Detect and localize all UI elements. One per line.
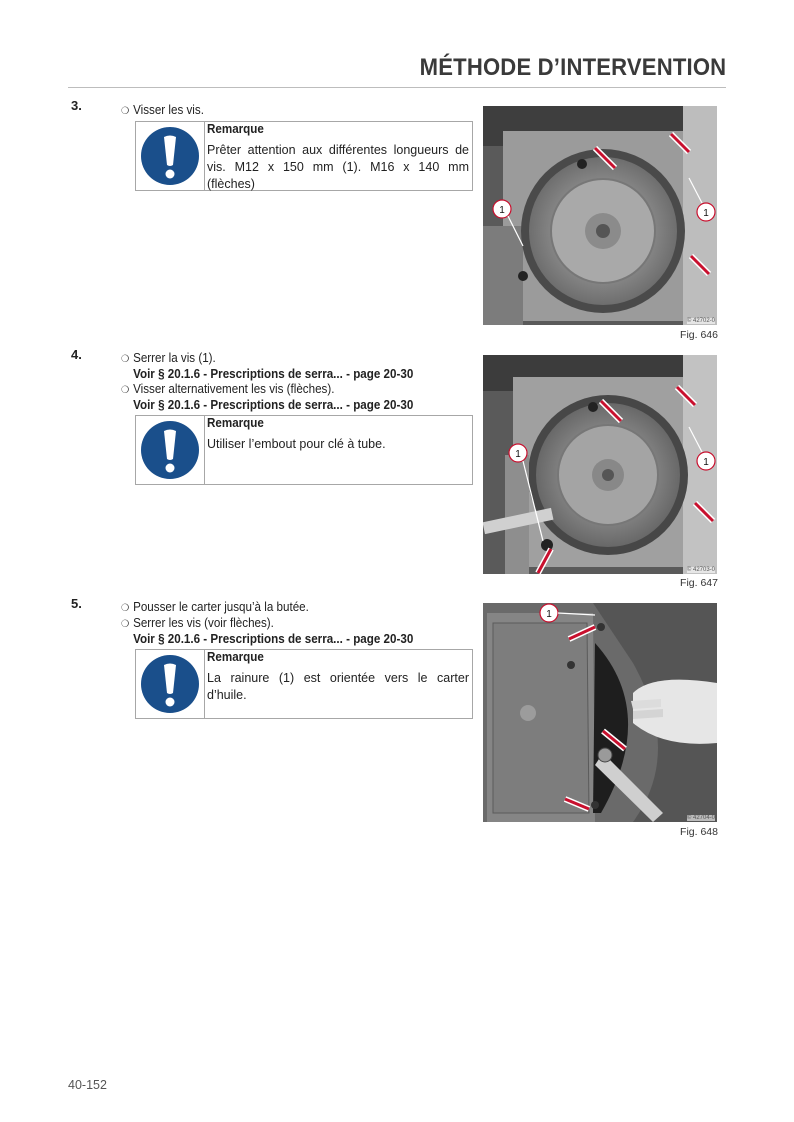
- instruction-text: Serrer la vis (1).: [133, 351, 216, 365]
- instruction-line: [121, 600, 448, 616]
- note-text: La rainure (1) est orientée vers le carter d’huile.: [207, 671, 469, 702]
- instruction-line: [121, 351, 448, 367]
- section-reference-link[interactable]: Voir § 20.1.6 - Prescriptions de serra... - page 20-30: [133, 398, 414, 412]
- step-number: 3.: [71, 98, 82, 113]
- note-title: Remarque: [207, 122, 264, 136]
- instruction-line: [121, 632, 448, 647]
- circle-bullet-icon: ❍: [121, 106, 130, 117]
- callout-label: 1: [703, 457, 709, 468]
- exclamation-icon: [140, 126, 200, 186]
- callout-label: 1: [703, 208, 709, 219]
- figure-flywheel-housing: [483, 106, 717, 325]
- step-instructions: [121, 103, 473, 191]
- circle-bullet-icon: ❍: [121, 354, 130, 365]
- note-title: Remarque: [207, 650, 264, 664]
- figure-flywheel-tightening: [483, 355, 717, 574]
- section-reference-link[interactable]: Voir § 20.1.6 - Prescriptions de serra... - page 20-30: [133, 367, 414, 381]
- step-number: 4.: [71, 347, 82, 362]
- section-reference-link[interactable]: Voir § 20.1.6 - Prescriptions de serra... - page 20-30: [133, 632, 414, 646]
- instruction-line: [121, 382, 448, 398]
- note-text: Prêter attention aux différentes longueurs de vis. M12 x 150 mm (1). M16 x 140 mm (flèches): [207, 143, 469, 191]
- circle-bullet-icon: ❍: [121, 385, 130, 396]
- instruction-text: Visser alternativement les vis (flèches).: [133, 382, 335, 396]
- callout-label: 1: [499, 205, 505, 216]
- note-title: Remarque: [207, 416, 264, 430]
- instruction-line: [121, 398, 448, 413]
- exclamation-icon: [140, 654, 200, 714]
- step-instructions: [121, 600, 473, 719]
- figure-caption: Fig. 647: [680, 577, 718, 589]
- figure-caption: Fig. 648: [680, 826, 718, 838]
- figure-caption: Fig. 646: [680, 329, 718, 341]
- step-instructions: [121, 351, 473, 485]
- note-text: Utiliser l’embout pour clé à tube.: [207, 437, 386, 451]
- header-divider: [68, 87, 726, 88]
- page-title: MÉTHODE D’INTERVENTION: [419, 54, 726, 81]
- callout-label: 1: [546, 609, 552, 620]
- page-number: 40-152: [68, 1078, 107, 1092]
- circle-bullet-icon: ❍: [121, 603, 130, 614]
- figure-code: © 42704-0: [686, 815, 715, 821]
- note-box: [135, 649, 473, 719]
- instruction-line: [121, 616, 448, 632]
- figure-housing-installation: [483, 603, 717, 822]
- instruction-line: [121, 367, 448, 382]
- note-box: [135, 415, 473, 485]
- note-box: [135, 121, 473, 191]
- figure-code: © 42703-0: [686, 567, 715, 573]
- instruction-text: Visser les vis.: [133, 103, 204, 117]
- circle-bullet-icon: ❍: [121, 619, 130, 630]
- step-number: 5.: [71, 596, 82, 611]
- instruction-text: Pousser le carter jusqu’à la butée.: [133, 600, 309, 614]
- figure-code: © 42702-0: [686, 318, 715, 324]
- callout-label: 1: [515, 449, 521, 460]
- exclamation-icon: [140, 420, 200, 480]
- instruction-line: [121, 103, 448, 119]
- instruction-text: Serrer les vis (voir flèches).: [133, 616, 274, 630]
